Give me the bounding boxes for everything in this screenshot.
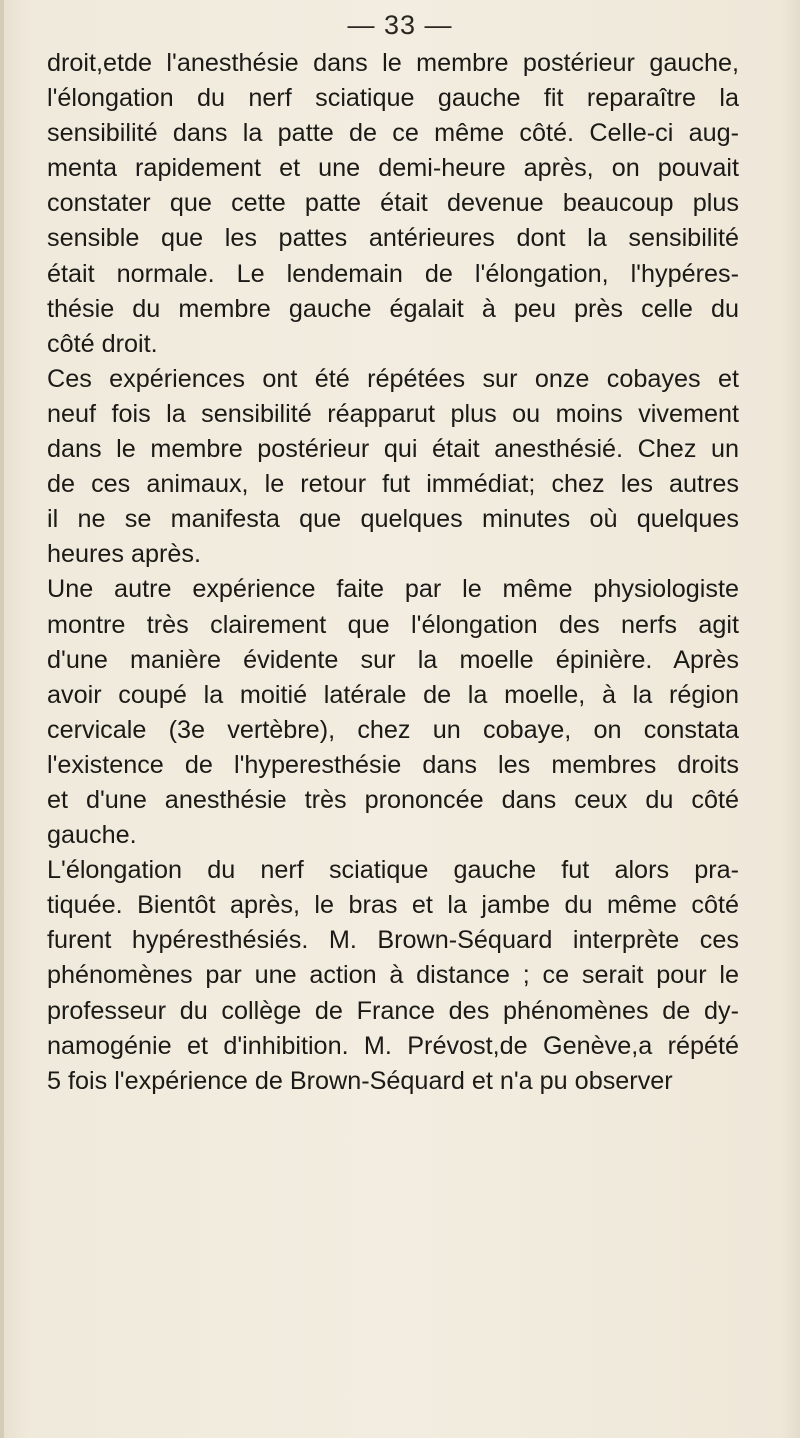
- text-line: tiquée. Bientôt après, le bras et la jambe du même côté: [47, 891, 739, 920]
- text-line: sensible que les pattes antérieures dont la sensibilité: [47, 224, 739, 253]
- text-line: Ces expériences ont été répétées sur onze cobayes et: [47, 364, 739, 393]
- text-line: l'existence de l'hyperesthésie dans les membres droits: [47, 750, 739, 779]
- text-line: L'élongation du nerf sciatique gauche fut alors pra-: [47, 856, 739, 885]
- text-line: constater que cette patte était devenue beaucoup plus: [47, 189, 739, 218]
- text-line: gauche.: [47, 821, 137, 850]
- text-line: cervicale (3e vertèbre), chez un cobaye, on constata: [47, 715, 739, 744]
- page-edge: [0, 0, 4, 1438]
- text-line: dans le membre postérieur qui était anesthésié. Chez un: [47, 435, 739, 464]
- text-line: professeur du collège de France des phénomènes de dy-: [47, 996, 739, 1025]
- text-line: heures après.: [47, 540, 202, 569]
- text-line: 5 fois l'expérience de Brown-Séquard et n'a pu observer: [47, 1066, 673, 1095]
- page-number: — 33 —: [347, 10, 453, 40]
- text-line: il ne se manifesta que quelques minutes où quelques: [47, 505, 739, 534]
- text-line: et d'une anesthésie très prononcée dans ceux du côté: [47, 785, 739, 814]
- text-line: namogénie et d'inhibition. M. Prévost,de Genève,a répété: [47, 1031, 739, 1060]
- text-line: phénomènes par une action à distance ; ce serait pour le: [47, 961, 739, 990]
- text-line: côté droit.: [47, 329, 158, 358]
- text-line: menta rapidement et une demi-heure après, on pouvait: [47, 154, 739, 183]
- text-line: furent hypéresthésiés. M. Brown-Séquard interprète ces: [47, 926, 739, 955]
- text-line: de ces animaux, le retour fut immédiat; chez les autres: [47, 470, 739, 499]
- text-line: l'élongation du nerf sciatique gauche fit reparaître la: [47, 84, 739, 113]
- text-line: droit,etde l'anesthésie dans le membre postérieur gauche,: [47, 49, 739, 77]
- text-line: thésie du membre gauche égalait à peu près celle du: [47, 294, 739, 323]
- text-line: était normale. Le lendemain de l'élongation, l'hypéres-: [47, 259, 739, 288]
- text-line: neuf fois la sensibilité réapparut plus ou moins vivement: [47, 399, 739, 428]
- body-text: [47, 46, 739, 1099]
- text-line: montre très clairement que l'élongation des nerfs agit: [47, 610, 739, 639]
- text-line: Une autre expérience faite par le même physiologiste: [47, 575, 739, 604]
- text-line: d'une manière évidente sur la moelle épinière. Après: [47, 645, 739, 674]
- text-line: avoir coupé la moitié latérale de la moelle, à la région: [47, 680, 739, 709]
- text-line: sensibilité dans la patte de ce même côté. Celle-ci aug-: [47, 119, 739, 148]
